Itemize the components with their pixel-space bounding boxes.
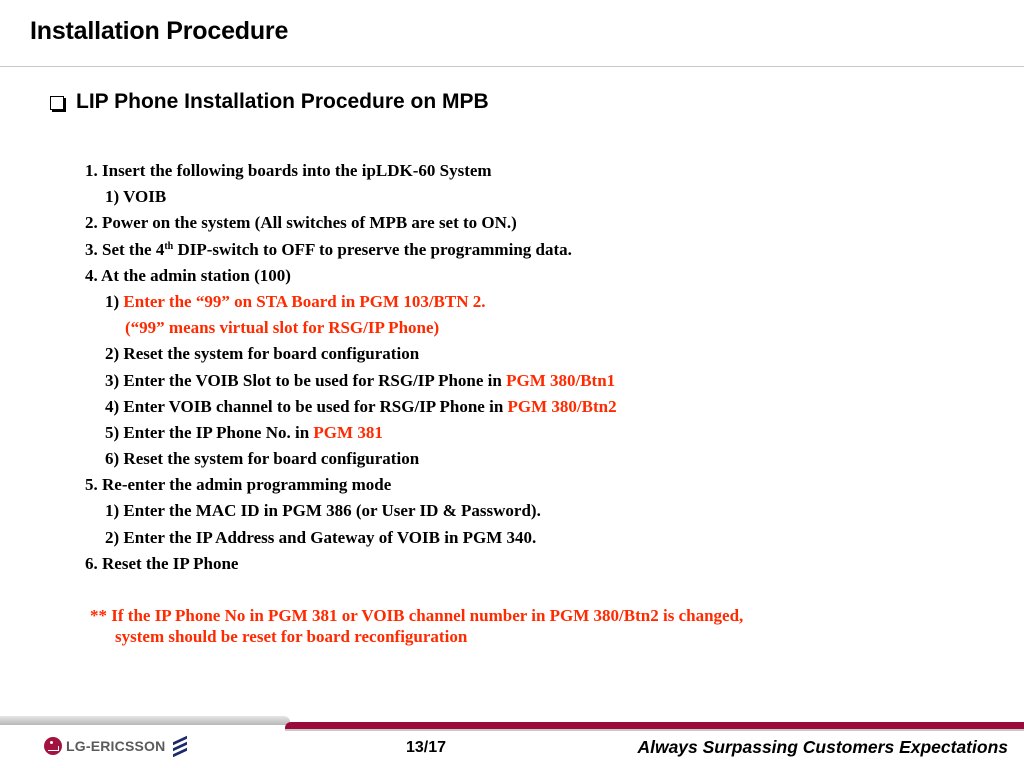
step-4-5	[85, 420, 985, 446]
step-4-5-highlight: PGM 381	[313, 422, 383, 442]
step-4-1-note: (“99” means virtual slot for RSG/IP Phone)	[125, 318, 440, 338]
step-2: 2. Power on the system (All switches of MPB are set to ON.)	[85, 213, 517, 233]
step-4-3-highlight: PGM 380/Btn1	[506, 370, 616, 390]
section-heading-text: LIP Phone Installation Procedure on MPB	[76, 90, 489, 113]
ericsson-icon	[173, 736, 187, 756]
step-3-superscript: th	[164, 240, 174, 252]
lg-logo-icon	[44, 737, 62, 755]
page-number: 13/17	[406, 739, 447, 756]
footer-tagline: Always Surpassing Customers Expectations	[637, 737, 1008, 757]
step-4-1	[85, 289, 985, 315]
footer-bar-right	[285, 722, 1024, 729]
step-5: 5. Re-enter the admin programming mode	[85, 475, 392, 495]
company-logo	[44, 734, 187, 758]
checkbox-icon	[50, 96, 64, 110]
reset-note-line-2: system should be reset for board reconfiguration	[115, 627, 468, 646]
step-5-1: 1) Enter the MAC ID in PGM 386 (or User ID & Password).	[105, 501, 541, 521]
step-4-4-text: 4) Enter VOIB channel to be used for RSG/IP Phone in	[105, 396, 508, 416]
step-4-1-number: 1)	[105, 291, 124, 311]
step-3-text-start: 3. Set the 4	[85, 239, 165, 259]
step-4-4	[85, 394, 985, 420]
step-3	[85, 237, 985, 263]
step-4-3	[85, 368, 985, 394]
step-4-2: 2) Reset the system for board configuration	[105, 344, 420, 364]
footer-bar-left	[0, 716, 290, 725]
step-5-2: 2) Enter the IP Address and Gateway of VOIB in PGM 340.	[105, 527, 537, 547]
step-4-4-highlight: PGM 380/Btn2	[507, 396, 617, 416]
step-4: 4. At the admin station (100)	[85, 265, 291, 285]
logo-text: LG-ERICSSON	[66, 738, 166, 754]
title-divider	[0, 66, 1024, 67]
footer-bar-shadow	[285, 729, 1024, 731]
step-1-1: 1) VOIB	[105, 187, 167, 207]
step-4-3-text: 3) Enter the VOIB Slot to be used for RSG/IP Phone in	[105, 370, 507, 390]
step-4-6: 6) Reset the system for board configuration	[105, 449, 420, 469]
step-4-5-text: 5) Enter the IP Phone No. in	[105, 422, 314, 442]
section-heading	[50, 90, 489, 114]
page-title: Installation Procedure	[30, 17, 289, 45]
step-4-1-highlight: Enter the “99” on STA Board in PGM 103/BTN 2.	[123, 291, 486, 311]
step-1: 1. Insert the following boards into the ipLDK-60 System	[85, 161, 492, 180]
step-3-text-end: DIP-switch to OFF to preserve the programming data.	[173, 239, 572, 259]
step-6: 6. Reset the IP Phone	[85, 553, 239, 573]
reset-note-line-1: ** If the IP Phone No in PGM 381 or VOIB channel number in PGM 380/Btn2 is changed,	[90, 606, 744, 625]
procedure-steps	[85, 158, 985, 577]
reset-note	[90, 605, 743, 647]
